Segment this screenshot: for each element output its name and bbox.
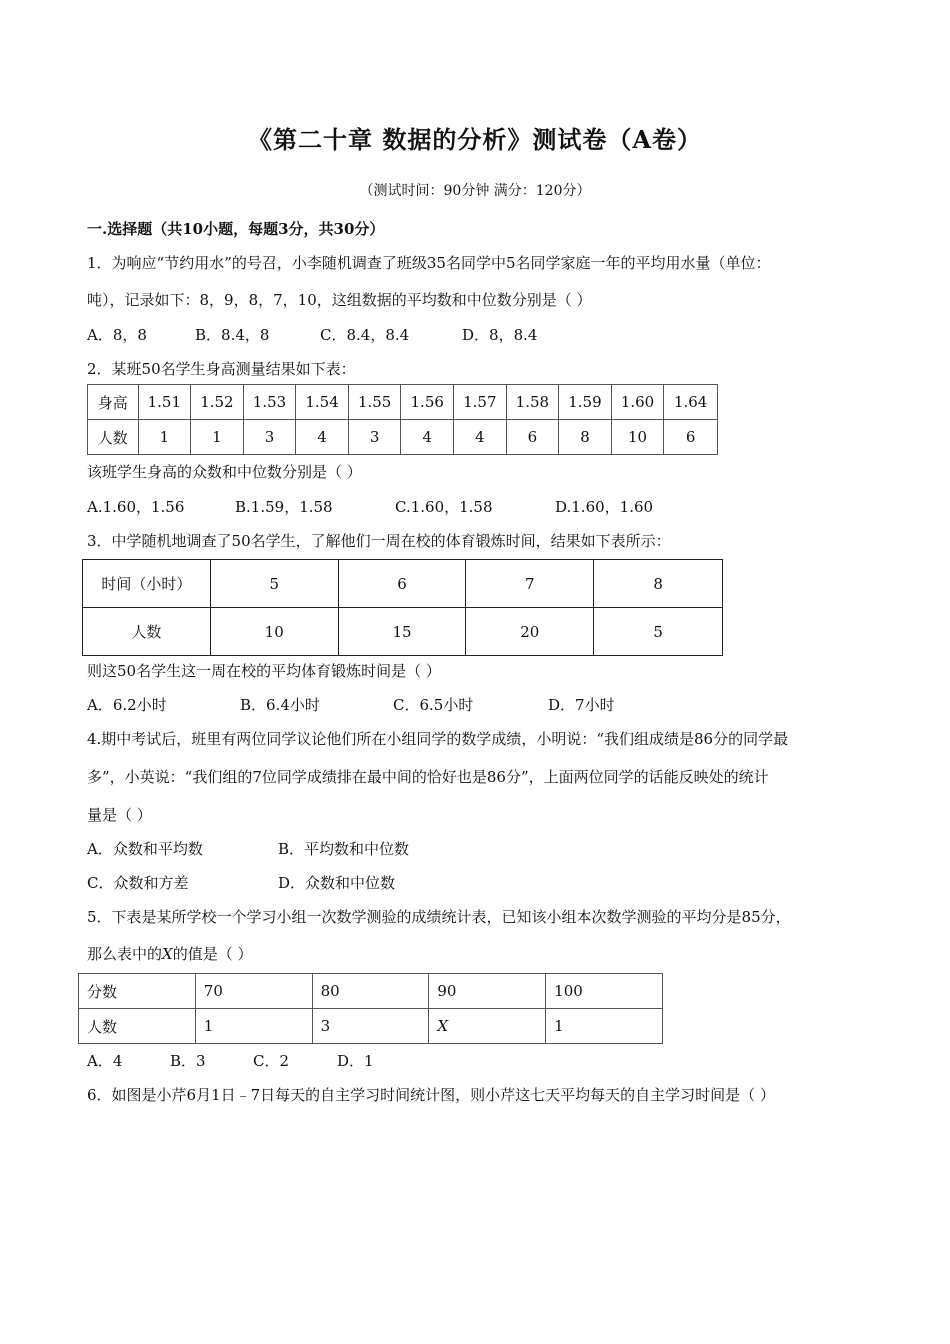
q2-option-d: D.1.60，1.60 xyxy=(555,498,654,516)
q1-stem-line1: 1．为响应“节约用水”的号召，小李随机调查了班级35名同学中5名同学家庭一年的平均用水量（单位： xyxy=(87,254,771,272)
q4-option-c: C．众数和方差 xyxy=(87,874,189,892)
q3-option-b: B．6.4小时 xyxy=(240,696,320,714)
table-cell: 4 xyxy=(454,420,507,455)
table-cell: 1.60 xyxy=(611,385,664,420)
q1-option-b: B．8.4，8 xyxy=(195,326,270,344)
table-cell: 8 xyxy=(559,420,612,455)
table-cell: 20 xyxy=(466,608,594,656)
table-cell: 7 xyxy=(466,560,594,608)
table-cell: 5 xyxy=(210,560,338,608)
table-cell: 70 xyxy=(195,974,312,1009)
q5-stem-text: 那么表中的 xyxy=(87,945,163,963)
table-row xyxy=(83,608,723,656)
table-cell: 4 xyxy=(296,420,349,455)
table-cell: 1.53 xyxy=(243,385,296,420)
table-row xyxy=(88,385,718,420)
section-heading: 一.选择题（共10小题，每题3分，共30分） xyxy=(87,220,385,238)
q1-option-c: C．8.4，8.4 xyxy=(320,326,410,344)
table-cell: 3 xyxy=(243,420,296,455)
q3-option-a: A．6.2小时 xyxy=(87,696,167,714)
table-cell: 1.55 xyxy=(348,385,401,420)
q2-height-table xyxy=(87,384,718,455)
table-cell: 15 xyxy=(338,608,466,656)
q5-stem-line2 xyxy=(87,943,252,964)
table-cell: 6 xyxy=(664,420,718,455)
q5-stem-text: 的值是（ ） xyxy=(172,945,253,963)
table-cell: 5 xyxy=(594,608,723,656)
q4-option-a: A．众数和平均数 xyxy=(87,840,203,858)
table-cell: 身高 xyxy=(88,385,139,420)
table-cell: 3 xyxy=(312,1009,429,1044)
table-cell: 时间（小时） xyxy=(83,560,211,608)
q3-stem-line1: 3．中学随机地调查了50名学生，了解他们一周在校的体育锻炼时间，结果如下表所示： xyxy=(87,532,671,550)
table-row xyxy=(79,1009,663,1044)
table-cell: 1 xyxy=(191,420,244,455)
q3-exercise-table xyxy=(82,559,723,656)
table-cell: 4 xyxy=(401,420,454,455)
table-cell: 1.54 xyxy=(296,385,349,420)
q3-option-c: C．6.5小时 xyxy=(393,696,474,714)
table-cell: 1.52 xyxy=(191,385,244,420)
q3-stem-line2: 则这50名学生这一周在校的平均体育锻炼时间是（ ） xyxy=(87,662,441,680)
q5-stem-line1: 5．下表是某所学校一个学习小组一次数学测验的成绩统计表，已知该小组本次数学测验的平均分是85分， xyxy=(87,908,791,926)
table-cell: 90 xyxy=(429,974,546,1009)
q4-stem-line1: 4.期中考试后，班里有两位同学议论他们所在小组同学的数学成绩，小明说：“我们组成绩是86分的同学最 xyxy=(87,730,789,748)
q5-option-a: A．4 xyxy=(87,1052,123,1070)
q1-stem-line2: 吨），记录如下：8，9，8，7，10，这组数据的平均数和中位数分别是（ ） xyxy=(87,291,592,309)
table-cell: 1.58 xyxy=(506,385,559,420)
q5-variable: X xyxy=(162,945,173,963)
table-cell: 1 xyxy=(138,420,191,455)
q3-option-d: D．7小时 xyxy=(548,696,615,714)
q2-option-c: C.1.60，1.58 xyxy=(395,498,493,516)
q4-stem-line2: 多”，小英说：“我们组的7位同学成绩排在最中间的恰好也是86分”，上面两位同学的话能反映处的统计 xyxy=(87,768,769,786)
table-cell: 8 xyxy=(594,560,723,608)
table-cell: 1 xyxy=(195,1009,312,1044)
table-cell: 1 xyxy=(546,1009,663,1044)
table-cell: 10 xyxy=(611,420,664,455)
page-title: 《第二十章 数据的分析》测试卷（A卷） xyxy=(248,125,702,154)
table-cell: 6 xyxy=(338,560,466,608)
q2-option-a: A.1.60，1.56 xyxy=(87,498,185,516)
table-cell: 人数 xyxy=(88,420,139,455)
q6-stem-line1: 6．如图是小芹6月1日﹣7日每天的自主学习时间统计图，则小芹这七天平均每天的自主学习时间是（ ） xyxy=(87,1086,775,1104)
q2-stem-line1: 2．某班50名学生身高测量结果如下表： xyxy=(87,360,356,378)
q4-option-d: D．众数和中位数 xyxy=(278,874,396,892)
q1-option-d: D．8，8.4 xyxy=(462,326,538,344)
table-row xyxy=(83,560,723,608)
table-cell: 1.51 xyxy=(138,385,191,420)
test-info: （测试时间：90分钟 满分：120分） xyxy=(359,183,591,199)
q2-option-b: B.1.59，1.58 xyxy=(235,498,333,516)
q4-stem-line3: 量是（ ） xyxy=(87,806,152,824)
table-cell: 80 xyxy=(312,974,429,1009)
table-cell: 人数 xyxy=(83,608,211,656)
table-cell: 3 xyxy=(348,420,401,455)
table-row xyxy=(88,420,718,455)
q4-option-b: B．平均数和中位数 xyxy=(278,840,410,858)
q1-option-a: A．8，8 xyxy=(87,326,147,344)
q5-option-d: D．1 xyxy=(337,1052,374,1070)
q5-option-c: C．2 xyxy=(253,1052,290,1070)
q2-stem-line2: 该班学生身高的众数和中位数分别是（ ） xyxy=(87,463,362,481)
table-cell: 6 xyxy=(506,420,559,455)
table-cell: 1.57 xyxy=(454,385,507,420)
q5-score-table xyxy=(78,973,663,1044)
table-cell: 1.59 xyxy=(559,385,612,420)
table-cell: 分数 xyxy=(79,974,196,1009)
table-cell: 100 xyxy=(546,974,663,1009)
table-row xyxy=(79,974,663,1009)
table-cell: X xyxy=(429,1009,546,1044)
table-cell: 1.64 xyxy=(664,385,718,420)
q5-option-b: B．3 xyxy=(170,1052,206,1070)
table-cell: 10 xyxy=(210,608,338,656)
table-cell: 人数 xyxy=(79,1009,196,1044)
table-cell: 1.56 xyxy=(401,385,454,420)
